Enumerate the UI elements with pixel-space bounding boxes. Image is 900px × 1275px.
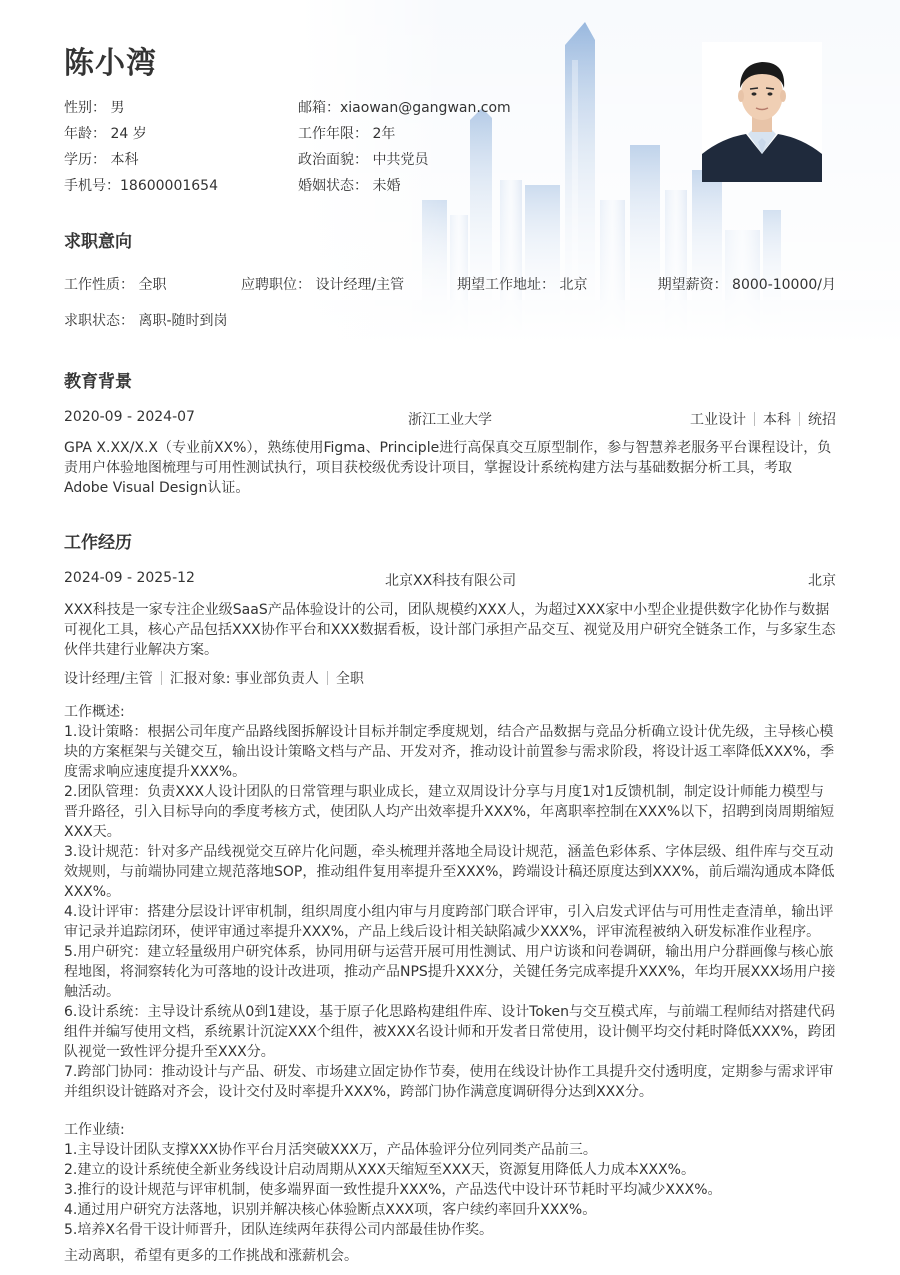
- email-field: 邮箱：xiaowan@gangwan.com: [298, 100, 511, 116]
- work-report: 汇报对象: 事业部负责人: [169, 671, 319, 687]
- section-title-intent: 求职意向: [64, 232, 132, 252]
- company-description: XXX科技是一家专注企业级SaaS产品体验设计的公司，团队规模约XXX人，为超过XXX家中小型企业提供数字化协作与数据可视化工具，核心产品包括XXX协作平台和XXX数据看板，设计部门承担产品交互、视觉及用户研究全链条工作，与多家生态伙伴共建行业解决方案。: [64, 602, 836, 658]
- education-tags: [690, 409, 836, 429]
- work-years-field: 工作年限： 2年: [298, 126, 396, 142]
- work-company: 北京XX科技有限公司: [385, 573, 517, 589]
- candidate-name: 陈小湾: [64, 46, 157, 81]
- education-major: 工业设计: [690, 412, 746, 428]
- overview-item: 2.团队管理：负责XXX人设计团队的日常管理与职业成长，建立双周设计分享与月度1对1反馈机制，制定设计师能力模型与晋升路径，引入目标导向的季度考核方式，使团队人均产出效率提升XXX%，年离职率控制在XXX%以下，招聘到岗周期缩短XXX天。: [64, 784, 835, 840]
- achievement-item: 5.培养X名骨干设计师晋升，团队连续两年获得公司内部最佳协作奖。: [64, 1222, 493, 1238]
- avatar-icon: [702, 42, 822, 182]
- section-title-work: 工作经历: [64, 533, 132, 553]
- gender-field: 性别： 男: [64, 100, 125, 116]
- achievement-item: 3.推行的设计规范与评审机制，使多端界面一致性提升XXX%，产品迭代中设计环节耗时平均减少XXX%。: [64, 1182, 722, 1198]
- education-degree: 本科: [763, 412, 791, 428]
- achievement-item: 4.通过用户研究方法落地，识别并解决核心体验断点XXX项，客户续约率回升XXX%。: [64, 1202, 597, 1218]
- marital-field: 婚姻状态： 未婚: [298, 178, 401, 194]
- work-job-type: 全职: [335, 671, 364, 687]
- work-role: 设计经理/主管: [64, 671, 153, 687]
- achievement-item: 1.主导设计团队支撑XXX协作平台月活突破XXX万，产品体验评分位列同类产品前三。: [64, 1142, 597, 1158]
- education-school: 浙江工业大学: [408, 412, 492, 428]
- politics-field: 政治面貌： 中共党员: [298, 152, 429, 168]
- work-period: 2024-09 - 2025-12: [64, 570, 195, 586]
- intent-position: 应聘职位： 设计经理/主管: [241, 277, 405, 293]
- overview-item: 1.设计策略：根据公司年度产品路线图拆解设计目标并制定季度规划，结合产品数据与竞品分析确立设计优先级，主导核心模块的方案框架与关键交互，输出设计策略文档与产品、开发对齐，推动设计前置参与需求阶段，将设计返工率降低XXX%，季度需求响应速度提升XXX%。: [64, 724, 835, 780]
- leave-reason: 主动离职，希望有更多的工作挑战和涨薪机会。: [64, 1248, 358, 1264]
- education-period: 2020-09 - 2024-07: [64, 409, 195, 425]
- work-achievements: [64, 1120, 836, 1240]
- overview-item: 5.用户研究：建立轻量级用户研究体系，协同用研与运营开展可用性测试、用户访谈和问卷调研，输出用户分群画像与核心旅程地图，将洞察转化为可落地的设计改进项，推动产品NPS提升XXX分，关键任务完成率提升XXX%，年均开展XXX场用户接触活动。: [64, 944, 836, 1000]
- overview-item: 4.设计评审：搭建分层设计评审机制，组织周度小组内审与月度跨部门联合评审，引入启发式评估与可用性走查清单，输出评审记录并追踪闭环，使评审通过率提升XXX%，产品上线后设计相关缺陷减少XXX%，评审流程被纳入研发标准作业程序。: [64, 904, 834, 940]
- education-type: 统招: [808, 412, 836, 428]
- avatar-photo: [702, 42, 822, 182]
- overview-item: 3.设计规范：针对多产品线视觉交互碎片化问题，牵头梳理并落地全局设计规范，涵盖色彩体系、字体层级、组件库与交互动效规则，与前端协同建立规范落地SOP，推动组件复用率提升至XXX%，跨端设计稿还原度达到XXX%，前后端沟通成本降低XXX%。: [64, 844, 835, 900]
- education-description: GPA X.XX/X.X（专业前XX%），熟练使用Figma、Principle进行高保真交互原型制作，参与智慧养老服务平台课程设计，负责用户体验地图梳理与可用性测试执行，项目获校级优秀设计项目，掌握设计系统构建方法与基础数据分析工具，考取Adobe Visual Design认证。: [64, 440, 832, 496]
- intent-nature: 工作性质： 全职: [64, 277, 167, 293]
- overview-item: 7.跨部门协同：推动设计与产品、研发、市场建立固定协作节奏，使用在线设计协作工具提升交付透明度，定期参与需求评审并组织设计链路对齐会，设计交付及时率提升XXX%，跨部门协作满意度调研得分达到XXX分。: [64, 1064, 834, 1100]
- age-field: 年龄： 24 岁: [64, 126, 147, 142]
- overview-label: 工作概述:: [64, 704, 125, 720]
- achievement-item: 2.建立的设计系统使全新业务线设计启动周期从XXX天缩短至XXX天，资源复用降低人力成本XXX%。: [64, 1162, 695, 1178]
- phone-field: 手机号：18600001654: [64, 178, 218, 194]
- intent-location: 期望工作地址： 北京: [457, 277, 588, 293]
- education-field: 学历： 本科: [64, 152, 139, 168]
- intent-salary: 期望薪资： 8000-10000/月: [657, 277, 836, 293]
- work-tags: [64, 668, 364, 688]
- section-title-education: 教育背景: [64, 372, 132, 392]
- work-overview: [64, 702, 836, 1102]
- work-city: 北京: [808, 573, 836, 589]
- overview-item: 6.设计系统：主导设计系统从0到1建设，基于原子化思路构建组件库、设计Token与交互模式库，与前端工程师结对搭建代码组件并编写使用文档，系统累计沉淀XXX个组件，被XXX名设计师和开发者日常使用，设计侧平均交付耗时降低XXX%，跨团队视觉一致性评分提升至XXX分。: [64, 1004, 836, 1060]
- intent-status: 求职状态： 离职-随时到岗: [64, 313, 228, 329]
- achievements-label: 工作业绩:: [64, 1122, 125, 1138]
